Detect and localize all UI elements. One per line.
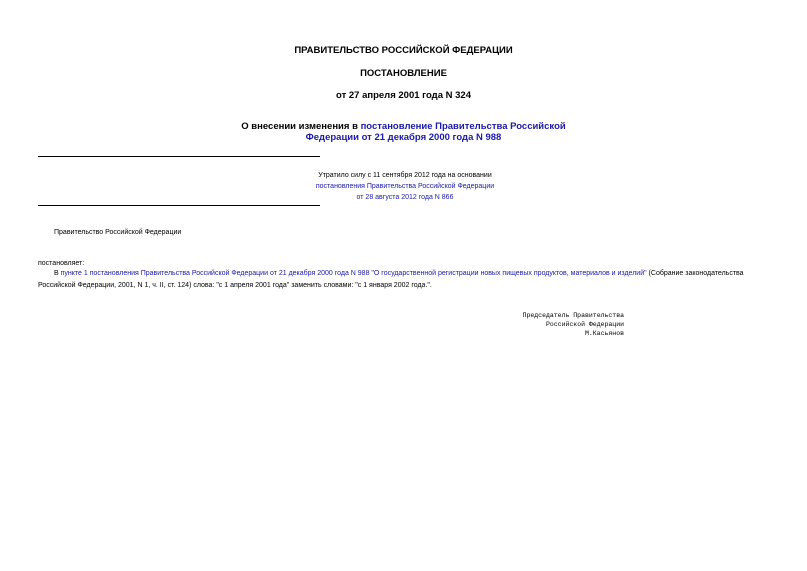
resolves-label: постановляет: xyxy=(38,260,85,267)
government-heading: ПРАВИТЕЛЬСТВО РОССИЙСКОЙ ФЕДЕРАЦИИ xyxy=(294,45,513,56)
title-link-amended-act[interactable]: постановление Правительства Российской xyxy=(360,121,566,132)
divider-bottom xyxy=(38,205,320,206)
paragraph-prefix: В xyxy=(54,270,61,277)
signature-country: Российской Федерации xyxy=(545,321,624,328)
divider-top xyxy=(38,156,320,157)
status-note xyxy=(292,170,518,203)
preamble: Правительство Российской Федерации xyxy=(54,229,182,236)
status-note-link[interactable]: постановления Правительства Российской Федерации xyxy=(315,183,495,190)
document-title xyxy=(0,121,807,143)
resolution-paragraph xyxy=(38,268,773,291)
signature-block xyxy=(470,311,624,338)
title-link-amended-act-cont[interactable]: Федерации от 21 декабря 2000 года N 988 xyxy=(305,132,502,143)
signature-name: М.Касьянов xyxy=(584,330,624,337)
document-date-number: от 27 апреля 2001 года N 324 xyxy=(336,90,471,101)
paragraph-link-act[interactable]: пункте 1 постановления Правительства Российской Федерации от 21 декабря 2000 года N 988 "О государственной регистрации новых пищевых продуктов, материалов и изделий" xyxy=(60,270,647,277)
signature-position: Председатель Правительства xyxy=(522,312,624,319)
document-type-heading: ПОСТАНОВЛЕНИЕ xyxy=(360,68,447,79)
status-note-link-cont[interactable]: от 28 августа 2012 года N 866 xyxy=(356,194,454,201)
title-text: О внесении изменения в xyxy=(241,121,361,132)
paragraph-suffix: (Собрание законодательства Российской Федерации, 2001, N 1, ч. II, ст. 124) слова: "с 1 апреля 2001 года" заменить словами: "с 1 января 2002 года.". xyxy=(38,270,744,289)
status-note-text: Утратило силу с 11 сентября 2012 года на основании xyxy=(318,172,492,179)
